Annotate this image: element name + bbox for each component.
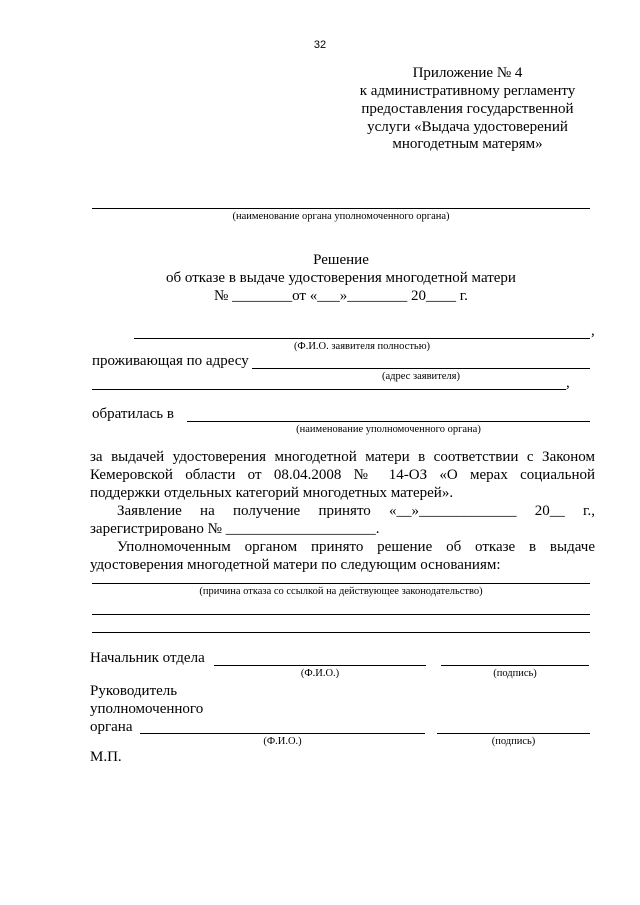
applied-line [187,421,590,422]
statement-line-1: Заявление на получение принято «__»_____________ 20__ г., [117,503,595,519]
manager-fio-line [140,733,425,734]
head-label: Начальник отдела [90,650,205,666]
head-sign-line [441,665,589,666]
doc-title: Решение [313,252,369,268]
head-fio-caption: (Ф.И.О.) [300,668,340,679]
org-caption: (наименование органа уполномоченного органа) [232,211,450,222]
appendix-line-5: многодетным матерям» [392,136,543,152]
applied-caption: (наименование уполномоченного органа) [296,424,481,435]
manager-sign-caption: (подпись) [491,736,536,747]
reason-line [92,583,590,584]
decision-line-2: удостоверения многодетной матери по следующим основаниям: [90,557,501,573]
reason-line-3 [92,632,590,633]
doc-number-line: № ________от «___»________ 20____ г. [214,288,468,304]
address-label: проживающая по адресу [92,353,249,369]
head-sign-caption: (подпись) [493,668,537,679]
manager-label-3: органа [90,719,133,735]
org-line [92,208,590,209]
address-line [252,368,590,369]
fio-line [134,338,590,339]
manager-sign-line [437,733,590,734]
manager-label-2: уполномоченного [90,701,204,717]
body-line-3: поддержки отдельных категорий многодетных матерей». [90,485,454,501]
applied-label: обратилась в [92,406,174,422]
stamp-label: М.П. [90,749,122,765]
body-line-2: Кемеровской области от 08.04.2008 № 14-ОЗ «О мерах социальной [90,467,595,483]
address-comma: , [566,375,570,391]
manager-fio-caption: (Ф.И.О.) [263,736,302,747]
decision-line-1: Уполномоченным органом принято решение об отказе в выдаче [117,539,595,555]
address-caption: (адрес заявителя) [382,371,460,382]
reason-line-2 [92,614,590,615]
address-line-2 [92,389,566,390]
manager-label-1: Руководитель [90,683,178,699]
reason-caption: (причина отказа со ссылкой на действующее законодательство) [199,586,483,597]
appendix-line-4: услуги «Выдача удостоверений [367,119,568,135]
statement-line-2: зарегистрировано № ____________________. [90,521,380,537]
appendix-line-3: предоставления государственной [361,101,574,117]
fio-caption: (Ф.И.О. заявителя полностью) [293,341,431,352]
body-line-1: за выдачей удостоверения многодетной матери в соответствии с Законом [90,449,595,465]
appendix-line-1: Приложение № 4 [412,65,523,81]
head-fio-line [214,665,426,666]
appendix-line-2: к административному регламенту [359,83,576,99]
page-number: 32 [313,39,327,51]
fio-comma: , [591,323,595,339]
doc-subtitle: об отказе в выдаче удостоверения многодетной матери [166,270,516,286]
